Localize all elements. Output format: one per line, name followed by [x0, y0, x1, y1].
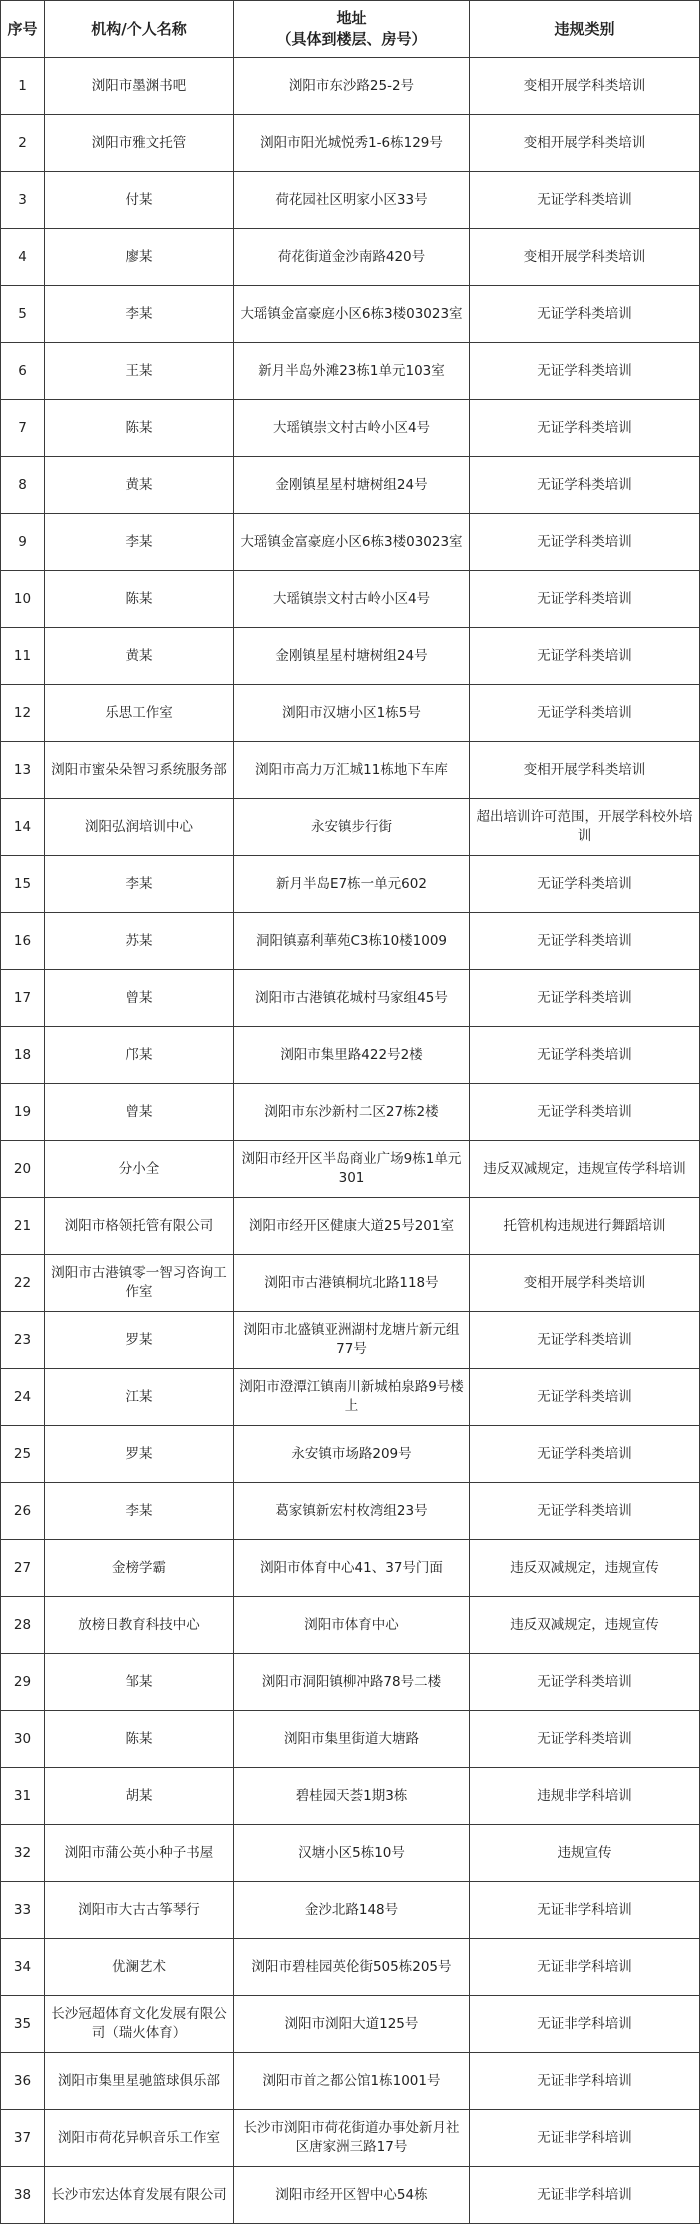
row-type: 无证学科类培训 [470, 514, 700, 571]
row-address: 浏阳市碧桂园英伦街505栋205号 [234, 1939, 470, 1996]
row-name: 浏阳市蜜朵朵智习系统服务部 [45, 742, 234, 799]
row-address: 浏阳市浏阳大道125号 [234, 1996, 470, 2053]
row-name: 浏阳市荷花异帜音乐工作室 [45, 2110, 234, 2167]
row-address: 长沙市浏阳市荷花街道办事处新月社区唐家洲三路17号 [234, 2110, 470, 2167]
row-address: 浏阳市首之都公馆1栋1001号 [234, 2053, 470, 2110]
row-type: 托管机构违规进行舞蹈培训 [470, 1198, 700, 1255]
row-name: 罗某 [45, 1312, 234, 1369]
row-name: 优澜艺术 [45, 1939, 234, 1996]
table-row [1, 400, 700, 457]
table-row [1, 1312, 700, 1369]
row-name: 罗某 [45, 1426, 234, 1483]
row-index: 11 [1, 628, 45, 685]
row-type: 变相开展学科类培训 [470, 115, 700, 172]
header-address-line2: （具体到楼层、房号） [276, 30, 427, 48]
row-type: 无证学科类培训 [470, 1711, 700, 1768]
row-type: 无证非学科培训 [470, 1996, 700, 2053]
row-index: 31 [1, 1768, 45, 1825]
row-name: 邝某 [45, 1027, 234, 1084]
table-row [1, 457, 700, 514]
table-row [1, 1825, 700, 1882]
row-address: 大瑶镇崇文村古岭小区4号 [234, 400, 470, 457]
row-type: 违规宣传 [470, 1825, 700, 1882]
table-row [1, 1882, 700, 1939]
row-index: 17 [1, 970, 45, 1027]
table-row [1, 2110, 700, 2167]
row-type: 变相开展学科类培训 [470, 229, 700, 286]
row-type: 无证学科类培训 [470, 628, 700, 685]
table-row [1, 571, 700, 628]
row-address: 浏阳市集里路422号2楼 [234, 1027, 470, 1084]
table-row [1, 1540, 700, 1597]
row-address: 浏阳市东沙新村二区27栋2楼 [234, 1084, 470, 1141]
row-index: 20 [1, 1141, 45, 1198]
row-type: 变相开展学科类培训 [470, 58, 700, 115]
row-type: 无证学科类培训 [470, 343, 700, 400]
row-name: 陈某 [45, 1711, 234, 1768]
row-name: 浏阳市大古古筝琴行 [45, 1882, 234, 1939]
table-row [1, 172, 700, 229]
row-index: 30 [1, 1711, 45, 1768]
row-address: 浏阳市古港镇桐坑北路118号 [234, 1255, 470, 1312]
row-name: 江某 [45, 1369, 234, 1426]
row-address: 浏阳市经开区智中心54栋 [234, 2167, 470, 2224]
row-name: 邹某 [45, 1654, 234, 1711]
row-name: 廖某 [45, 229, 234, 286]
table-row [1, 1084, 700, 1141]
table-row [1, 1426, 700, 1483]
row-address: 浏阳市汉塘小区1栋5号 [234, 685, 470, 742]
table-header [1, 1, 700, 58]
row-index: 36 [1, 2053, 45, 2110]
row-address: 新月半岛外滩23栋1单元103室 [234, 343, 470, 400]
row-name: 乐思工作室 [45, 685, 234, 742]
row-type: 无证学科类培训 [470, 856, 700, 913]
row-index: 10 [1, 571, 45, 628]
table-row [1, 514, 700, 571]
row-index: 19 [1, 1084, 45, 1141]
row-address: 碧桂园天荟1期3栋 [234, 1768, 470, 1825]
row-address: 浏阳市体育中心 [234, 1597, 470, 1654]
row-address: 浏阳市洞阳镇柳冲路78号二楼 [234, 1654, 470, 1711]
row-index: 38 [1, 2167, 45, 2224]
row-type: 变相开展学科类培训 [470, 1255, 700, 1312]
row-address: 浏阳市经开区半岛商业广场9栋1单元301 [234, 1141, 470, 1198]
row-index: 8 [1, 457, 45, 514]
table-row [1, 970, 700, 1027]
row-index: 15 [1, 856, 45, 913]
table-row [1, 343, 700, 400]
row-type: 无证学科类培训 [470, 400, 700, 457]
table-row [1, 2053, 700, 2110]
row-address: 汉塘小区5栋10号 [234, 1825, 470, 1882]
table-row [1, 1027, 700, 1084]
row-name: 浏阳市墨渊书吧 [45, 58, 234, 115]
row-type: 无证学科类培训 [470, 172, 700, 229]
row-name: 浏阳市古港镇零一智习咨询工作室 [45, 1255, 234, 1312]
row-address: 荷花街道金沙南路420号 [234, 229, 470, 286]
row-type: 无证非学科培训 [470, 2110, 700, 2167]
row-address: 大瑶镇崇文村古岭小区4号 [234, 571, 470, 628]
row-address: 浏阳市集里街道大塘路 [234, 1711, 470, 1768]
row-index: 25 [1, 1426, 45, 1483]
row-index: 33 [1, 1882, 45, 1939]
row-name: 浏阳市集里星驰篮球俱乐部 [45, 2053, 234, 2110]
row-name: 浏阳市格领托管有限公司 [45, 1198, 234, 1255]
row-index: 16 [1, 913, 45, 970]
row-index: 37 [1, 2110, 45, 2167]
table-body [1, 58, 700, 2224]
row-address: 大瑶镇金富豪庭小区6栋3楼03023室 [234, 286, 470, 343]
row-index: 29 [1, 1654, 45, 1711]
row-index: 27 [1, 1540, 45, 1597]
row-name: 浏阳市雅文托管 [45, 115, 234, 172]
row-name: 付某 [45, 172, 234, 229]
row-name: 李某 [45, 514, 234, 571]
row-address: 永安镇市场路209号 [234, 1426, 470, 1483]
row-index: 12 [1, 685, 45, 742]
table-row [1, 1369, 700, 1426]
row-type: 变相开展学科类培训 [470, 742, 700, 799]
row-address: 浏阳市澄潭江镇南川新城柏泉路9号楼上 [234, 1369, 470, 1426]
row-name: 金榜学霸 [45, 1540, 234, 1597]
row-index: 23 [1, 1312, 45, 1369]
row-type: 无证学科类培训 [470, 1426, 700, 1483]
row-name: 黄某 [45, 628, 234, 685]
row-name: 陈某 [45, 571, 234, 628]
row-type: 无证学科类培训 [470, 970, 700, 1027]
row-index: 7 [1, 400, 45, 457]
row-type: 无证学科类培训 [470, 1312, 700, 1369]
table-row [1, 799, 700, 856]
row-address: 永安镇步行街 [234, 799, 470, 856]
row-index: 18 [1, 1027, 45, 1084]
table-row [1, 1939, 700, 1996]
row-type: 无证非学科培训 [470, 1939, 700, 1996]
row-type: 无证学科类培训 [470, 571, 700, 628]
row-name: 陈某 [45, 400, 234, 457]
header-type: 违规类别 [470, 1, 700, 58]
row-index: 9 [1, 514, 45, 571]
row-index: 34 [1, 1939, 45, 1996]
row-type: 无证学科类培训 [470, 1027, 700, 1084]
row-address: 金刚镇星星村塘树组24号 [234, 628, 470, 685]
row-type: 无证学科类培训 [470, 1483, 700, 1540]
table-row [1, 913, 700, 970]
row-address: 浏阳市体育中心41、37号门面 [234, 1540, 470, 1597]
row-type: 超出培训许可范围，开展学科校外培训 [470, 799, 700, 856]
row-address: 浏阳市经开区健康大道25号201室 [234, 1198, 470, 1255]
table-row [1, 1255, 700, 1312]
row-index: 26 [1, 1483, 45, 1540]
row-address: 浏阳市古港镇花城村马家组45号 [234, 970, 470, 1027]
row-index: 3 [1, 172, 45, 229]
row-name: 苏某 [45, 913, 234, 970]
row-name: 长沙冠超体育文化发展有限公司（瑞火体育） [45, 1996, 234, 2053]
row-address: 金刚镇星星村塘树组24号 [234, 457, 470, 514]
row-address: 浏阳市高力万汇城11栋地下车库 [234, 742, 470, 799]
row-name: 曾某 [45, 1084, 234, 1141]
row-name: 胡某 [45, 1768, 234, 1825]
row-name: 黄某 [45, 457, 234, 514]
row-index: 14 [1, 799, 45, 856]
row-type: 无证学科类培训 [470, 1654, 700, 1711]
table-row [1, 685, 700, 742]
row-type: 违反双减规定，违规宣传 [470, 1540, 700, 1597]
row-name: 李某 [45, 286, 234, 343]
row-index: 22 [1, 1255, 45, 1312]
table-row [1, 2167, 700, 2224]
row-index: 21 [1, 1198, 45, 1255]
row-name: 浏阳弘润培训中心 [45, 799, 234, 856]
row-type: 无证学科类培训 [470, 286, 700, 343]
row-type: 无证学科类培训 [470, 1084, 700, 1141]
row-type: 无证学科类培训 [470, 457, 700, 514]
row-type: 无证学科类培训 [470, 913, 700, 970]
row-type: 无证学科类培训 [470, 685, 700, 742]
table-row [1, 1198, 700, 1255]
table-row [1, 286, 700, 343]
row-name: 李某 [45, 1483, 234, 1540]
row-name: 李某 [45, 856, 234, 913]
header-name: 机构/个人名称 [45, 1, 234, 58]
row-address: 新月半岛E7栋一单元602 [234, 856, 470, 913]
row-name: 王某 [45, 343, 234, 400]
header-row [1, 1, 700, 58]
table-row [1, 1711, 700, 1768]
row-address: 金沙北路148号 [234, 1882, 470, 1939]
table-row [1, 742, 700, 799]
row-name: 分小全 [45, 1141, 234, 1198]
row-index: 4 [1, 229, 45, 286]
table-row [1, 229, 700, 286]
row-address: 浏阳市阳光城悦秀1-6栋129号 [234, 115, 470, 172]
row-index: 24 [1, 1369, 45, 1426]
table-row [1, 1483, 700, 1540]
table-row [1, 1996, 700, 2053]
table-row [1, 58, 700, 115]
header-index: 序号 [1, 1, 45, 58]
row-type: 无证非学科培训 [470, 1882, 700, 1939]
row-address: 葛家镇新宏村枚湾组23号 [234, 1483, 470, 1540]
table-row [1, 115, 700, 172]
table-row [1, 856, 700, 913]
row-address: 浏阳市东沙路25-2号 [234, 58, 470, 115]
row-address: 浏阳市北盛镇亚洲湖村龙塘片新元组77号 [234, 1312, 470, 1369]
row-address: 大瑶镇金富豪庭小区6栋3楼03023室 [234, 514, 470, 571]
row-index: 1 [1, 58, 45, 115]
row-name: 曾某 [45, 970, 234, 1027]
table-row [1, 1768, 700, 1825]
row-type: 无证非学科培训 [470, 2167, 700, 2224]
row-name: 放榜日教育科技中心 [45, 1597, 234, 1654]
row-index: 13 [1, 742, 45, 799]
row-index: 32 [1, 1825, 45, 1882]
row-type: 无证非学科培训 [470, 2053, 700, 2110]
table-row [1, 1654, 700, 1711]
table-row [1, 1597, 700, 1654]
row-type: 无证学科类培训 [470, 1369, 700, 1426]
row-address: 洞阳镇嘉利華苑C3栋10楼1009 [234, 913, 470, 970]
row-type: 违反双减规定，违规宣传 [470, 1597, 700, 1654]
table-row [1, 628, 700, 685]
row-index: 6 [1, 343, 45, 400]
table-row [1, 1141, 700, 1198]
header-address-line1: 地址 [336, 9, 367, 27]
row-type: 违规非学科培训 [470, 1768, 700, 1825]
row-index: 28 [1, 1597, 45, 1654]
row-index: 35 [1, 1996, 45, 2053]
row-index: 5 [1, 286, 45, 343]
row-address: 荷花园社区明家小区33号 [234, 172, 470, 229]
row-type: 违反双减规定，违规宣传学科培训 [470, 1141, 700, 1198]
header-address [234, 1, 470, 58]
row-name: 浏阳市蒲公英小种子书屋 [45, 1825, 234, 1882]
row-index: 2 [1, 115, 45, 172]
row-name: 长沙市宏达体育发展有限公司 [45, 2167, 234, 2224]
